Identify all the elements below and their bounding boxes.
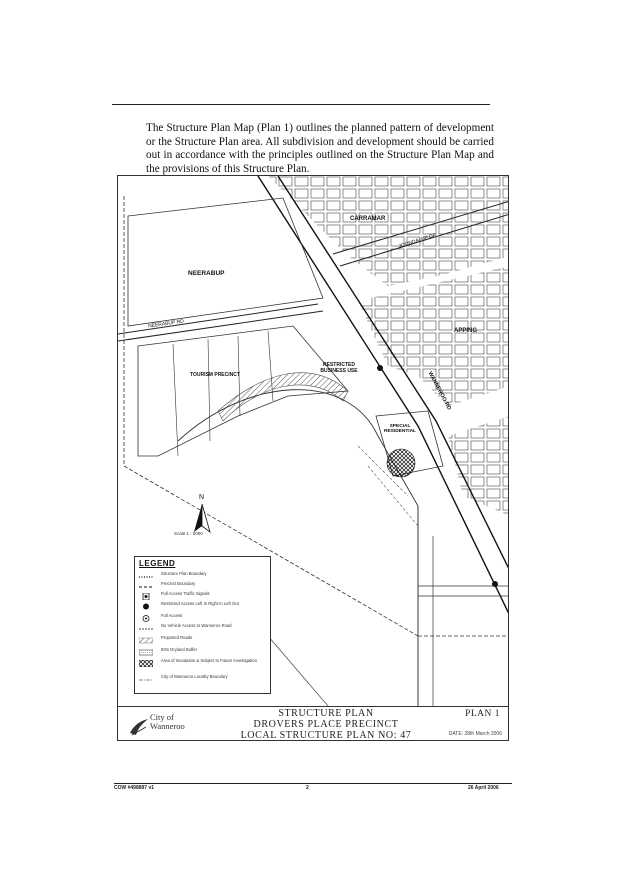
legend-item-label: Restricted Access Left In Right In Left Out — [161, 601, 239, 606]
city-line-2: Wanneroo — [150, 721, 185, 731]
legend-item-label: No Vehicle Access to Wanneroo Road — [161, 623, 232, 628]
footer-doc-ref: COW #498897 v1 — [114, 785, 155, 791]
south-parcels — [418, 506, 509, 706]
label-carramar: CARRAMAR — [350, 216, 386, 222]
label-joondalup-dr: JOONDALUP DR — [397, 232, 438, 250]
footer-rule — [114, 783, 512, 784]
legend-item-label: Area of Inundation & Subject to Future Investigation — [161, 658, 257, 663]
barrier-line-icon — [139, 625, 153, 632]
legend-item-label: 50m Dryland Buffer — [161, 647, 197, 652]
footer-date: 26 April 2006 — [468, 785, 499, 791]
title-block — [118, 706, 509, 741]
city-name — [150, 713, 185, 731]
legend-item-label: City of Wanneroo Locality Boundary — [161, 674, 228, 679]
title-line-1: STRUCTURE PLAN — [278, 708, 374, 719]
circle-dot-icon — [139, 615, 153, 622]
label-neerabup: NEERABUP — [188, 270, 225, 277]
label-tapping: APPING — [454, 328, 478, 334]
dotted-line-icon — [139, 573, 153, 580]
legend-item-label: Structure Plan Boundary — [161, 571, 207, 576]
restricted-access-marker — [377, 365, 383, 371]
legend-title: LEGEND — [139, 559, 176, 568]
label-special-residential: SPECIAL RESIDENTIAL — [384, 424, 416, 434]
traffic-signal-icon — [139, 593, 153, 600]
legend-item — [139, 674, 267, 684]
city-line-1: City of — [150, 712, 174, 722]
legend-item — [139, 591, 267, 601]
inundation-area — [387, 449, 415, 477]
proposed-roads-hatch — [218, 373, 348, 421]
legend-item — [139, 623, 267, 633]
footer-page-number: 2 — [306, 785, 309, 791]
east-subdivision — [448, 416, 509, 516]
title-line-3: LOCAL STRUCTURE PLAN NO: 47 — [240, 730, 412, 741]
legend-item-label: Full Access — [161, 613, 183, 618]
legend-item — [139, 635, 267, 645]
leader-line — [268, 636, 328, 706]
label-wanneroo-rd: WANNEROO RD — [426, 370, 452, 412]
legend-item-label: Full Access Traffic Signals — [161, 591, 210, 596]
legend-item-label: Proposed Roads — [161, 635, 193, 640]
full-access-marker — [492, 581, 498, 587]
legend-item — [139, 601, 267, 611]
structure-plan-map — [117, 175, 509, 741]
legend-item-label: Precinct Boundary — [161, 581, 196, 586]
plan-date: DATE: 28th March 2006 — [448, 731, 502, 737]
header-rule — [112, 104, 490, 105]
label-restricted-business: RESTRICTED BUSINESS USE — [320, 362, 358, 374]
legend-item — [139, 647, 267, 657]
legend-item — [139, 581, 267, 591]
north-label: N — [199, 494, 205, 501]
neerabup-parcel — [128, 198, 323, 326]
buffer-swatch-icon — [139, 649, 153, 656]
legend-item — [139, 613, 267, 623]
label-tourism-precinct: TOURISM PRECINCT — [190, 372, 240, 378]
legend-box — [134, 556, 271, 694]
legend-item — [139, 571, 267, 581]
dashed-line-icon — [139, 583, 153, 590]
scale-label: Scale 1 : 5000 — [174, 531, 203, 536]
north-arrow-icon — [188, 502, 218, 542]
hatch-swatch-icon — [139, 637, 153, 644]
legend-item — [139, 658, 267, 668]
filled-dot-icon — [139, 603, 153, 610]
title-line-2: DROVERS PLACE PRECINCT — [253, 719, 399, 730]
locality-line-icon — [139, 676, 153, 683]
plan-number: PLAN 1 — [465, 709, 500, 719]
city-logo-icon — [128, 715, 150, 737]
intro-paragraph: The Structure Plan Map (Plan 1) outlines the planned pattern of development or the Structure Plan area. All subdivision and development should be carried out in accordance with the principles outlined on the Structure Plan Map and the provisions of this Structure Plan. — [146, 122, 494, 175]
label-neerabup-rd: NEERABUP RD — [147, 318, 185, 330]
crosshatch-swatch-icon — [139, 660, 153, 667]
carramar-subdivision — [268, 176, 509, 286]
